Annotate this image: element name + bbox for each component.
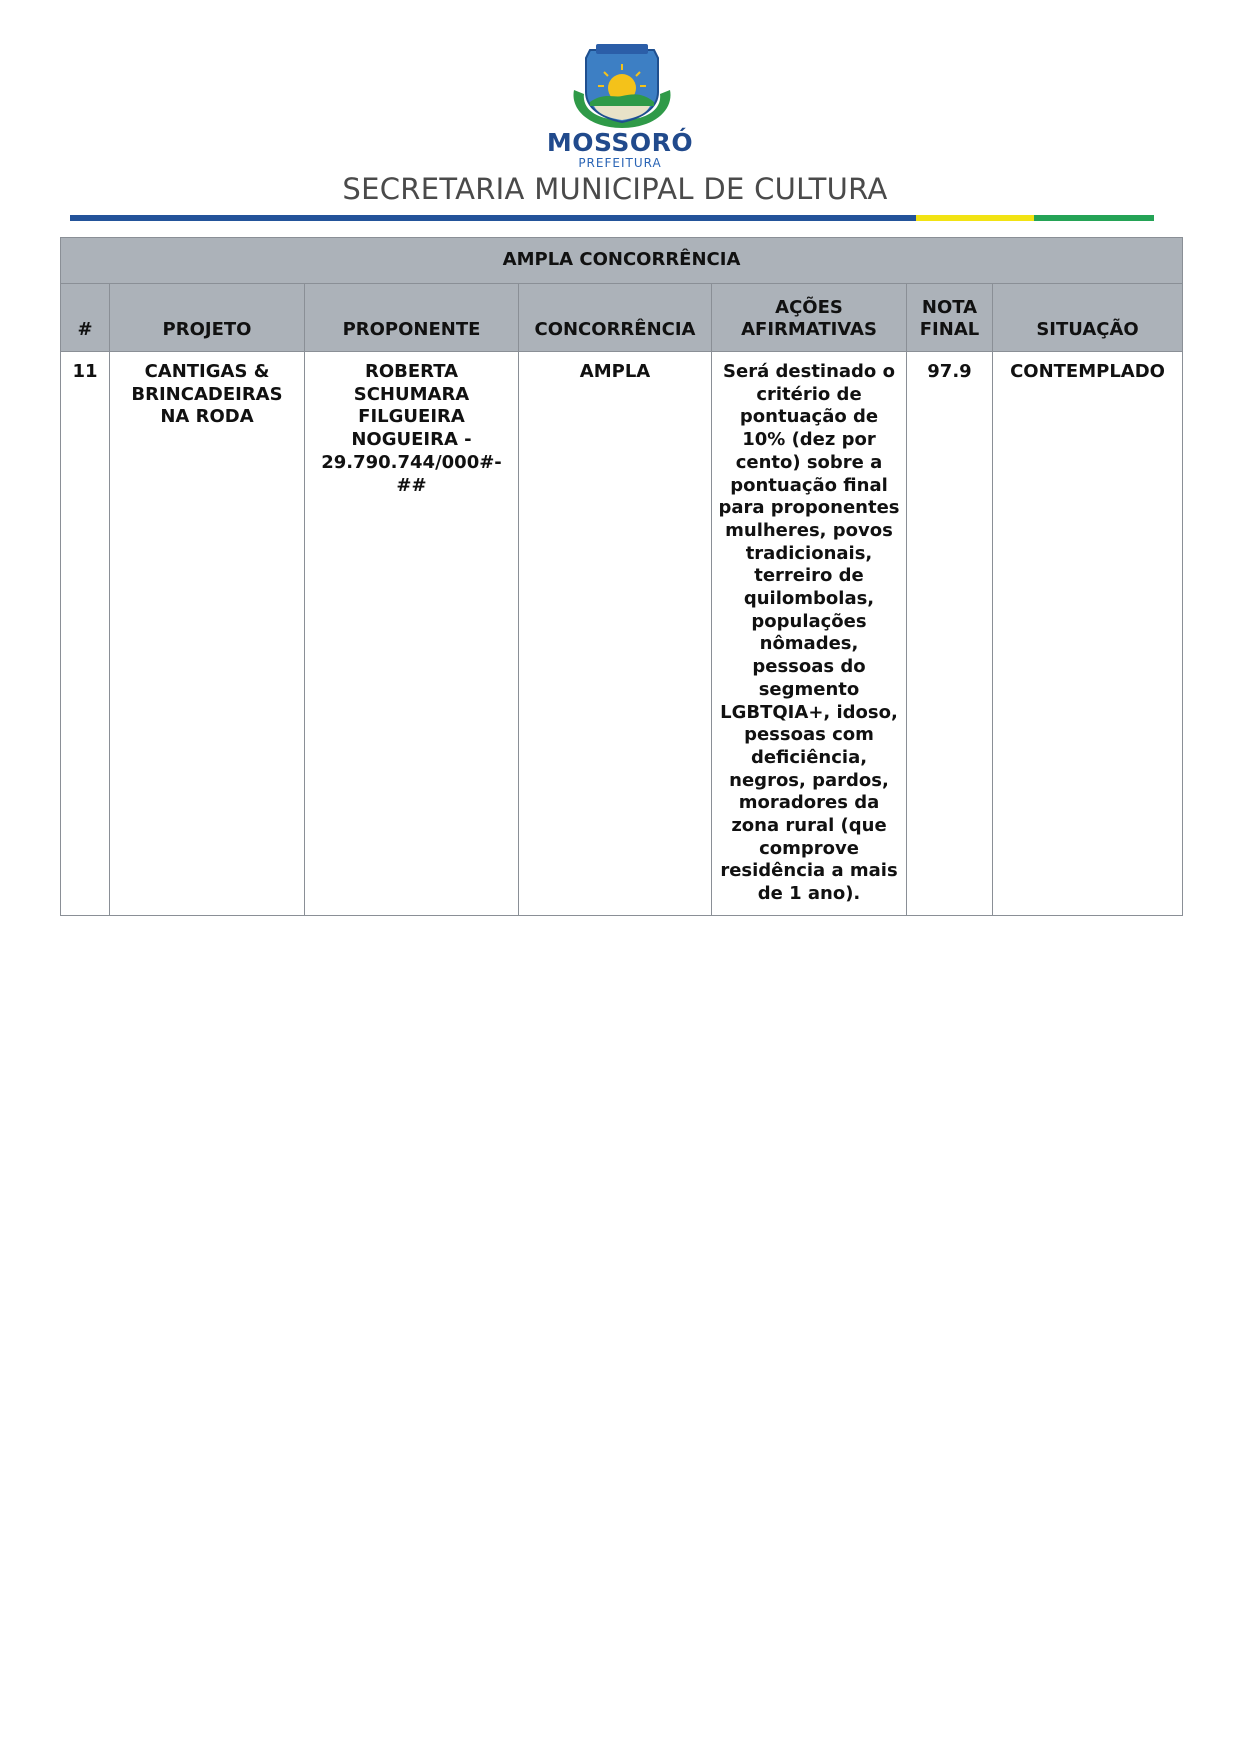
col-header-nota-final: NOTA FINAL <box>907 284 993 352</box>
header-stripe-yellow <box>916 215 1034 221</box>
org-name: MOSSORÓ <box>546 128 694 157</box>
table-banner: AMPLA CONCORRÊNCIA <box>61 238 1183 284</box>
col-header-projeto: PROJETO <box>110 284 305 352</box>
coat-of-arms-emblem <box>560 40 684 130</box>
results-table <box>60 237 1183 916</box>
col-header-situacao: SITUAÇÃO <box>993 284 1183 352</box>
col-header-number: # <box>61 284 110 352</box>
col-header-acoes-afirmativas: AÇÕES AFIRMATIVAS <box>712 284 907 352</box>
column-header-row <box>61 284 1183 352</box>
col-header-concorrencia: CONCORRÊNCIA <box>519 284 712 352</box>
cell-proponente: ROBERTA SCHUMARA FILGUEIRA NOGUEIRA - 29.790.744/000#-## <box>305 352 519 916</box>
cell-acoes-afirmativas: Será destinado o critério de pontuação de 10% (dez por cento) sobre a pontuação final para proponentes mulheres, povos tradicionais, terreiro de quilombolas, populações nômades, pessoas do segmento LGBTQIA+, idoso, pessoas com deficiência, negros, pardos, moradores da zona rural (que comprove residência a mais de 1 ano). <box>712 352 907 916</box>
cell-situacao: CONTEMPLADO <box>993 352 1183 916</box>
department-title: SECRETARIA MUNICIPAL DE CULTURA <box>342 172 888 206</box>
org-subtitle: PREFEITURA <box>578 156 662 170</box>
cell-projeto: CANTIGAS & BRINCADEIRAS NA RODA <box>110 352 305 916</box>
cell-nota-final: 97.9 <box>907 352 993 916</box>
header-stripe-green <box>1034 215 1154 221</box>
header-stripe-blue <box>70 215 916 221</box>
table-row <box>61 352 1183 916</box>
document-header <box>0 0 1240 230</box>
col-header-proponente: PROPONENTE <box>305 284 519 352</box>
cell-concorrencia: AMPLA <box>519 352 712 916</box>
cell-number: 11 <box>61 352 110 916</box>
